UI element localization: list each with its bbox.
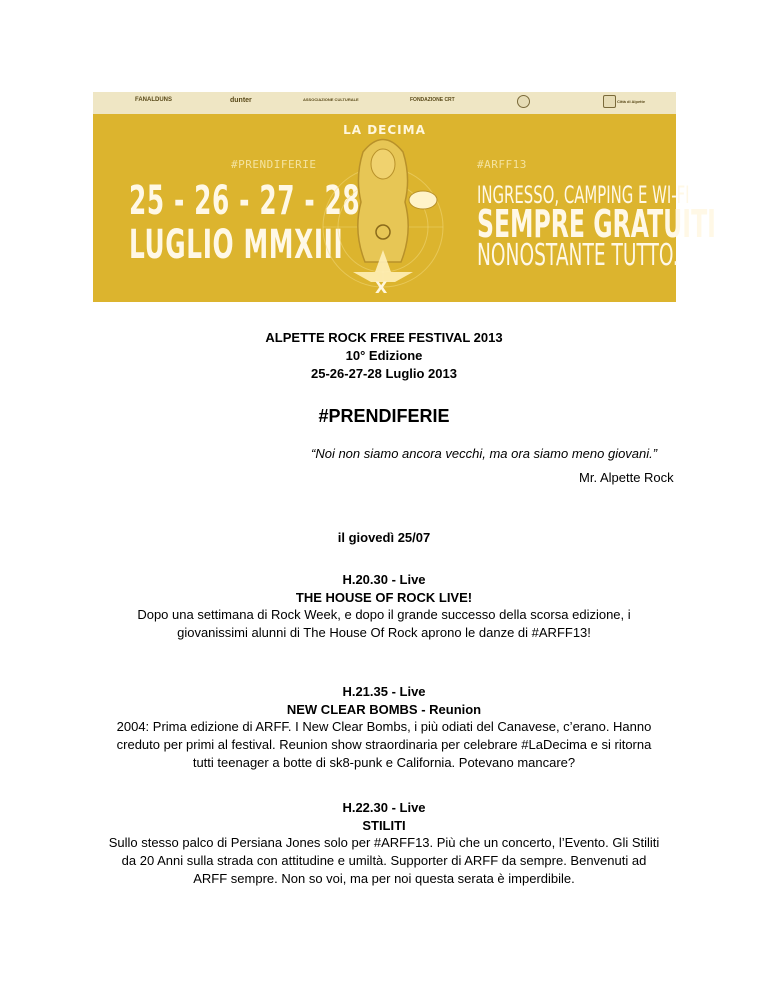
event-time: H.21.35 - Live: [342, 684, 426, 699]
sponsor-logo: ASSOCIAZIONE CULTURALE: [303, 97, 359, 102]
banner-line-1: INGRESSO, CAMPING E WI-FI: [477, 181, 690, 209]
seal-icon: [517, 95, 530, 108]
day-heading: il giovedì 25/07: [337, 530, 431, 545]
event-time: H.22.30 - Live: [342, 800, 426, 815]
festival-banner: [93, 92, 716, 302]
event-description-line: Dopo una settimana di Rock Week, e dopo il grande successo della scorsa edizione, i: [137, 607, 631, 622]
quote-author: Mr. Alpette Rock: [579, 470, 674, 485]
event-time: H.20.30 - Live: [342, 572, 426, 587]
event-name: STILITI: [362, 818, 406, 833]
festival-dates: 25-26-27-28 Luglio 2013: [311, 366, 457, 381]
banner-line-3: NONOSTANTE TUTTO.: [477, 238, 679, 273]
sponsor-logo: Città di Alpette: [617, 99, 646, 104]
banner-month: LUGLIO MMXIII: [129, 222, 344, 268]
event-description: [0, 606, 768, 642]
festival-title: ALPETTE ROCK FREE FESTIVAL 2013: [265, 330, 503, 345]
event-name: NEW CLEAR BOMBS - Reunion: [286, 702, 482, 717]
banner-hashtag-left: #PRENDIFERIE: [231, 158, 317, 171]
crest-icon: [603, 95, 616, 108]
banner-hashtag-right: #ARFF13: [477, 158, 527, 171]
festival-edition: 10° Edizione: [345, 348, 423, 363]
event-description-line: creduto per primi al festival. Reunion show straordinaria per celebrare #LaDecima e si ritorna: [116, 737, 652, 752]
sponsor-bar: [93, 92, 676, 114]
event-description-line: 2004: Prima edizione di ARFF. I New Clear Bombs, i più odiati del Canavese, c’erano. Hanno: [116, 719, 652, 734]
sponsor-logo: FONDAZIONE CRT: [410, 97, 455, 103]
banner-dates: 25 - 26 - 27 - 28: [129, 178, 361, 224]
banner-x-mark: X: [375, 278, 388, 297]
sponsor-logo: FANALDUNS: [135, 97, 172, 103]
page-title: #PRENDIFERIE: [318, 406, 450, 426]
quote-text: “Noi non siamo ancora vecchi, ma ora siamo meno giovani.”: [311, 446, 658, 461]
event-description: [0, 718, 768, 772]
event-description: [0, 834, 768, 888]
event-description-line: tutti teenager a botte di sk8-punk e California. Potevano mancare?: [192, 755, 576, 770]
event-description-line: da 20 Anni sulla strada con attitudine e umiltà. Supporter di ARFF da sempre. Benvenuti ad: [121, 853, 647, 868]
sponsor-logo: dunter: [230, 97, 252, 104]
banner-heading: LA DECIMA: [343, 123, 426, 137]
banner-line-2: SEMPRE GRATUITI: [477, 202, 716, 246]
event-name: THE HOUSE OF ROCK LIVE!: [295, 590, 473, 605]
event-description-line: giovanissimi alunni di The House Of Rock aprono le danze di #ARFF13!: [177, 625, 591, 640]
event-description-line: ARFF sempre. Non so voi, ma per noi questa serata è imperdibile.: [193, 871, 575, 886]
event-description-line: Sullo stesso palco di Persiana Jones solo per #ARFF13. Più che un concerto, l’Evento. Gli Stiliti: [108, 835, 660, 850]
illustration-figure-icon: [293, 132, 473, 282]
